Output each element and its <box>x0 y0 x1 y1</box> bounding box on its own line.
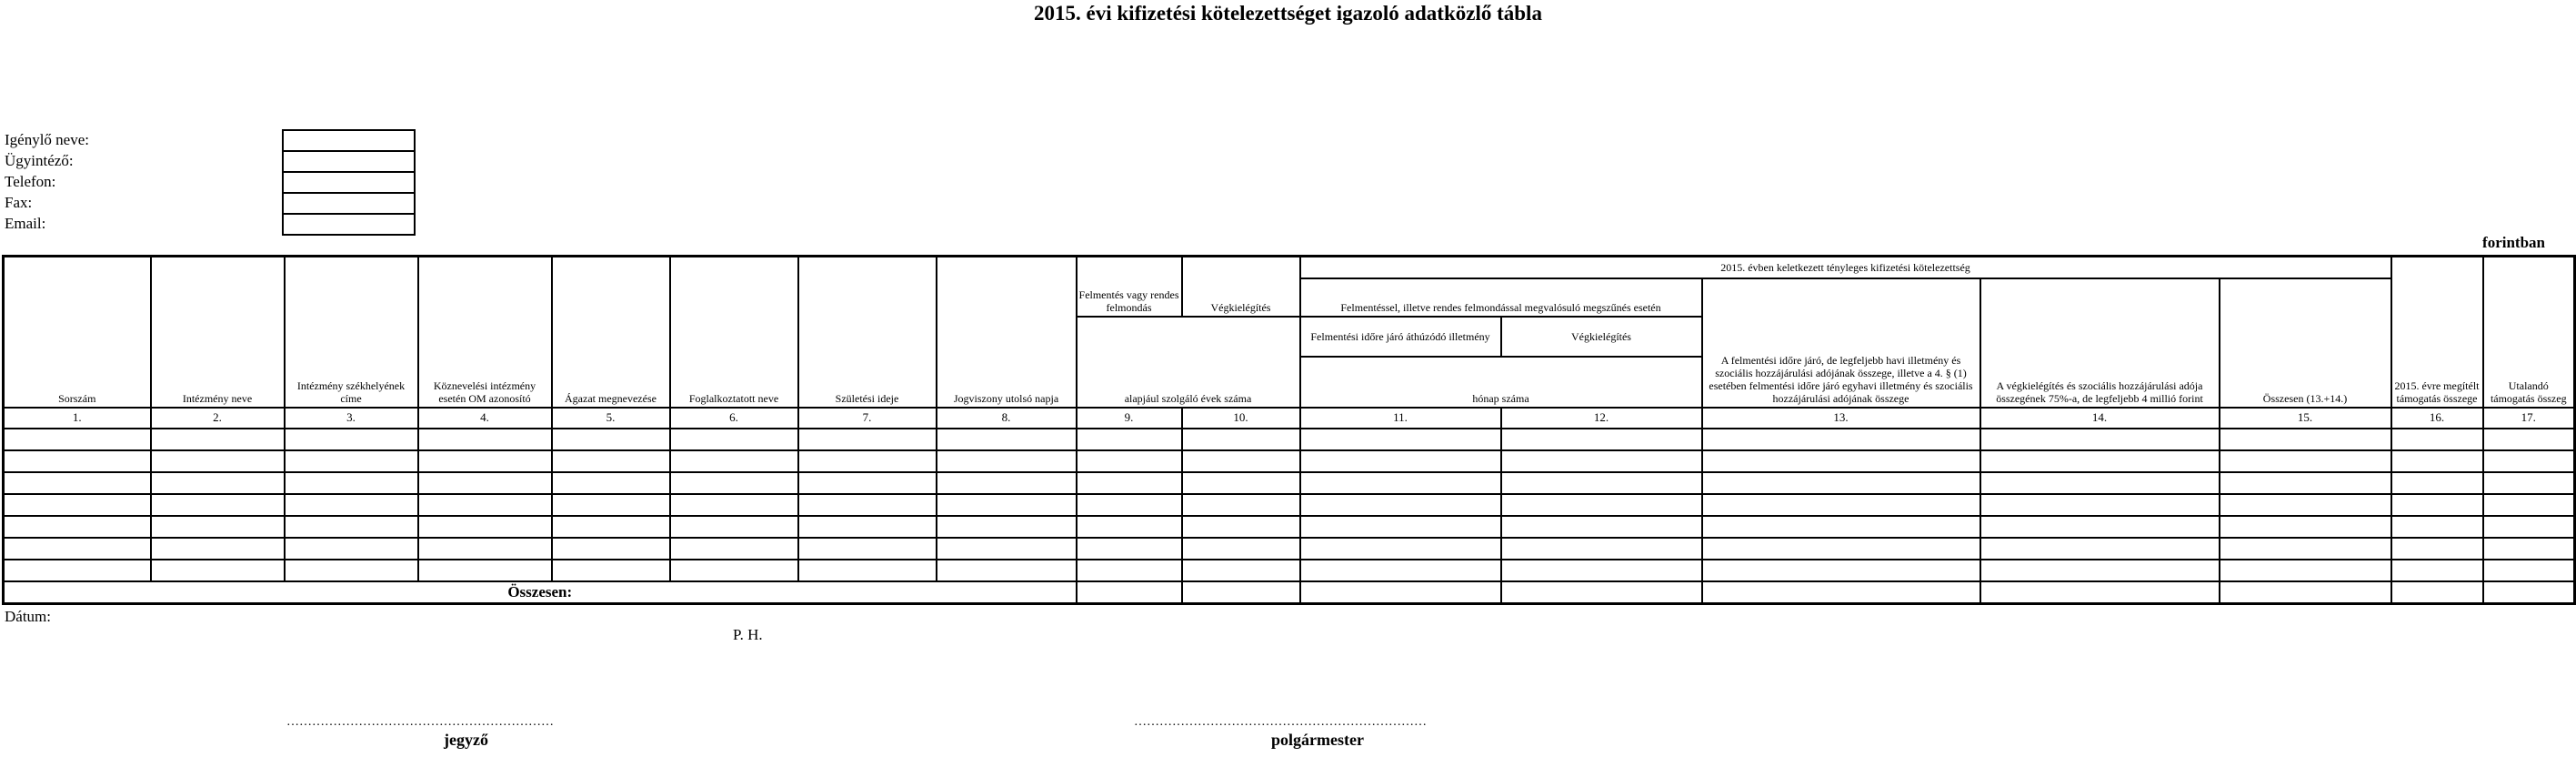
col-number: 12. <box>1501 408 1702 429</box>
table-row <box>4 560 2575 581</box>
col-number: 16. <box>2391 408 2483 429</box>
col-number: 13. <box>1702 408 1980 429</box>
header-notice-pay: Felmentési időre járó áthúzódó illetmény <box>1300 317 1501 357</box>
header-sector: Ágazat megnevezése <box>552 257 670 408</box>
col-number: 6. <box>670 408 798 429</box>
mayor-label: polgármester <box>1271 731 1364 749</box>
header-total-13-14: Összesen (13.+14.) <box>2220 278 2391 408</box>
fax-label: Fax: <box>5 194 33 211</box>
col-number: 11. <box>1300 408 1501 429</box>
notary-signature-line: ……………………………………………………… <box>286 715 554 729</box>
col-number: 2. <box>151 408 285 429</box>
page-title: 2015. évi kifizetési kötelezettséget igazoló adatközlő tábla <box>1034 2 1542 25</box>
table-row <box>4 494 2575 516</box>
col-number: 9. <box>1077 408 1182 429</box>
header-notice-pay-amount: A felmentési időre járó, de legfeljebb havi illetmény és szociális hozzájárulási adójának összege, illetve a 4. § (1) esetében felmentési időre járó egyhavi illetmény és szociális hozzájárulási adójának összege <box>1702 278 1980 408</box>
col-number: 1. <box>4 408 151 429</box>
total-label: Összesen: <box>4 581 1077 604</box>
table-row <box>4 450 2575 472</box>
header-group-obligation: 2015. évben keletkezett tényleges kifizetési kötelezettség <box>1300 257 2391 278</box>
phone-field[interactable] <box>282 171 416 194</box>
col-number: 10. <box>1182 408 1300 429</box>
clerk-field[interactable] <box>282 150 416 173</box>
requester-name-label: Igénylő neve: <box>5 131 89 148</box>
col-number: 14. <box>1980 408 2220 429</box>
date-label: Dátum: <box>5 608 51 625</box>
table-row <box>4 516 2575 538</box>
table-row <box>4 538 2575 560</box>
currency-unit: forintban <box>2482 234 2545 251</box>
header-om-id: Köznevelési intézmény esetén OM azonosító <box>418 257 552 408</box>
header-payable-support: Utalandó támogatás összeg <box>2483 257 2575 408</box>
col-number: 17. <box>2483 408 2575 429</box>
header-institution-address: Intézmény székhelyének címe <box>285 257 418 408</box>
header-last-day: Jogviszony utolsó napja <box>937 257 1077 408</box>
table-row <box>4 429 2575 450</box>
header-institution-name: Intézmény neve <box>151 257 285 408</box>
header-serial: Sorszám <box>4 257 151 408</box>
header-granted-support: 2015. évre megítélt támogatás összege <box>2391 257 2483 408</box>
email-label: Email: <box>5 215 46 232</box>
col-number: 8. <box>937 408 1077 429</box>
payment-table <box>2 255 2576 605</box>
header-severance: Végkielégítés <box>1182 257 1300 317</box>
total-row <box>4 581 2575 604</box>
header-severance-months: Végkielégítés <box>1501 317 1702 357</box>
header-birth-date: Születési ideje <box>798 257 937 408</box>
col-number: 3. <box>285 408 418 429</box>
clerk-label: Ügyintéző: <box>5 152 74 169</box>
col-number: 15. <box>2220 408 2391 429</box>
header-group-termination: Felmentéssel, illetve rendes felmondással megvalósuló megszűnés esetén <box>1300 278 1702 317</box>
fax-field[interactable] <box>282 192 416 215</box>
column-number-row <box>4 408 2575 429</box>
requester-name-field[interactable] <box>282 129 416 152</box>
header-month-count: hónap száma <box>1300 357 1702 408</box>
phone-label: Telefon: <box>5 173 56 190</box>
mayor-signature-line: …………………………………………………………… <box>1134 715 1427 729</box>
header-severance-amount: A végkielégítés és szociális hozzájárulási adója összegének 75%-a, de legfeljebb 4 millió forint <box>1980 278 2220 408</box>
header-employee-name: Foglalkoztatott neve <box>670 257 798 408</box>
notary-label: jegyző <box>444 731 488 749</box>
header-group-base-years: alapjául szolgáló évek száma <box>1077 317 1300 408</box>
col-number: 7. <box>798 408 937 429</box>
email-field[interactable] <box>282 213 416 236</box>
table-row <box>4 472 2575 494</box>
header-dismissal: Felmentés vagy rendes felmondás <box>1077 257 1182 317</box>
col-number: 5. <box>552 408 670 429</box>
stamp-placeholder: P. H. <box>733 626 763 643</box>
col-number: 4. <box>418 408 552 429</box>
